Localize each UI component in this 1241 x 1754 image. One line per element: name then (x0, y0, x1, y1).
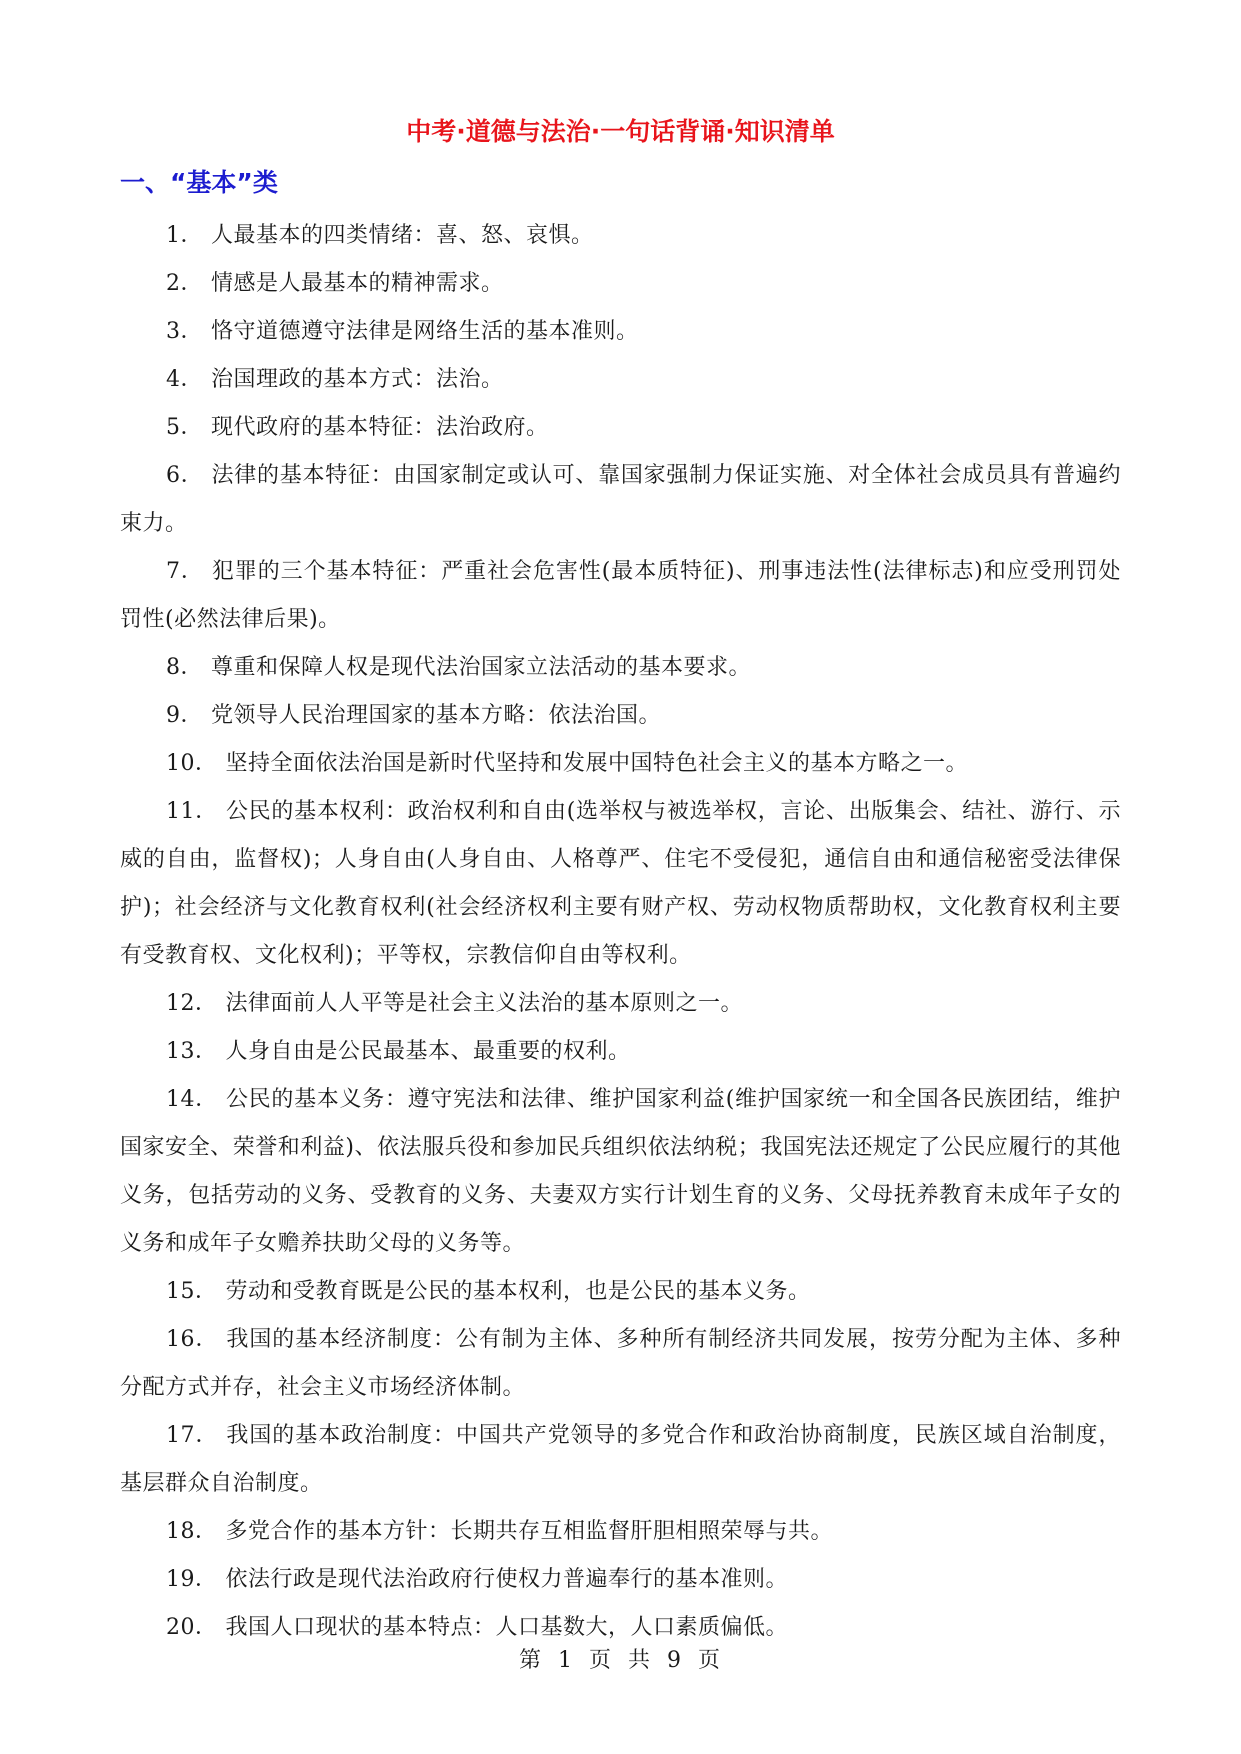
knowledge-list (120, 212, 1121, 1652)
item-number: 7． (166, 559, 204, 584)
item-text: 法律的基本特征：由国家制定或认可、靠国家强制力保证实施、对全体社会成员具有普遍约束力。 (120, 463, 1121, 536)
list-item (120, 404, 1121, 452)
item-number: 16． (166, 1327, 219, 1352)
list-item (120, 980, 1121, 1028)
item-text: 多党合作的基本方针：长期共存互相监督肝胆相照荣辱与共。 (225, 1519, 834, 1544)
item-text: 坚持全面依法治国是新时代坚持和发展中国特色社会主义的基本方略之一。 (225, 751, 969, 776)
item-text: 我国人口现状的基本特点：人口基数大，人口素质偏低。 (225, 1615, 789, 1640)
list-item (120, 1604, 1121, 1652)
list-item (120, 212, 1121, 260)
list-item (120, 308, 1121, 356)
item-text: 我国的基本经济制度：公有制为主体、多种所有制经济共同发展，按劳分配为主体、多种分配方式并存，社会主义市场经济体制。 (120, 1327, 1121, 1400)
item-number: 12． (166, 991, 218, 1016)
item-number: 10． (166, 751, 218, 776)
item-number: 14． (166, 1087, 218, 1112)
list-item (120, 1556, 1121, 1604)
item-number: 5． (166, 415, 203, 440)
item-number: 3． (166, 319, 203, 344)
list-item (120, 356, 1121, 404)
item-number: 2． (166, 271, 203, 296)
list-item (120, 644, 1121, 692)
item-text: 我国的基本政治制度：中国共产党领导的多党合作和政治协商制度，民族区域自治制度，基层群众自治制度。 (120, 1423, 1121, 1496)
item-number: 8． (166, 655, 203, 680)
list-item (120, 692, 1121, 740)
item-number: 1． (166, 223, 203, 248)
document-title: 中考·道德与法治·一句话背诵·知识清单 (406, 117, 835, 146)
item-number: 11． (166, 799, 218, 824)
list-item (120, 1076, 1121, 1268)
item-number: 4． (166, 367, 203, 392)
item-text: 人身自由是公民最基本、最重要的权利。 (225, 1039, 631, 1064)
item-text: 劳动和受教育既是公民的基本权利，也是公民的基本义务。 (225, 1279, 811, 1304)
item-number: 20． (166, 1615, 218, 1640)
item-number: 17． (166, 1423, 219, 1448)
item-text: 依法行政是现代法治政府行使权力普遍奉行的基本准则。 (225, 1567, 789, 1592)
item-text: 公民的基本义务：遵守宪法和法律、维护国家利益(维护国家统一和全国各民族团结，维护国家安全、荣誉和利益)、依法服兵役和参加民兵组织依法纳税；我国宪法还规定了公民应履行的其他义务，包括劳动的义务、受教育的义务、夫妻双方实行计划生育的义务、父母抚养教育未成年子女的义务和成年子女赡养扶助父母的义务等。 (120, 1087, 1121, 1256)
list-item (120, 788, 1121, 980)
item-number: 15． (166, 1279, 218, 1304)
section-heading: 一、“基本”类 (120, 168, 278, 197)
item-number: 6． (166, 463, 204, 488)
page-footer: 第 1 页 共 9 页 (519, 1648, 722, 1673)
list-item (120, 548, 1121, 644)
item-text: 法律面前人人平等是社会主义法治的基本原则之一。 (225, 991, 744, 1016)
item-text: 情感是人最基本的精神需求。 (211, 271, 504, 296)
item-text: 恪守道德遵守法律是网络生活的基本准则。 (211, 319, 639, 344)
item-text: 人最基本的四类情绪：喜、怒、哀惧。 (211, 223, 594, 248)
item-number: 19． (166, 1567, 218, 1592)
item-number: 9． (166, 703, 203, 728)
list-item (120, 452, 1121, 548)
item-text: 现代政府的基本特征：法治政府。 (211, 415, 549, 440)
list-item (120, 260, 1121, 308)
list-item (120, 740, 1121, 788)
item-number: 18． (166, 1519, 218, 1544)
list-item (120, 1508, 1121, 1556)
item-text: 党领导人民治理国家的基本方略：依法治国。 (211, 703, 662, 728)
list-item (120, 1268, 1121, 1316)
list-item (120, 1412, 1121, 1508)
list-item (120, 1028, 1121, 1076)
item-text: 尊重和保障人权是现代法治国家立法活动的基本要求。 (211, 655, 752, 680)
list-item (120, 1316, 1121, 1412)
item-text: 治国理政的基本方式：法治。 (211, 367, 504, 392)
item-number: 13． (166, 1039, 218, 1064)
item-text: 犯罪的三个基本特征：严重社会危害性(最本质特征)、刑事违法性(法律标志)和应受刑罚处罚性(必然法律后果)。 (120, 559, 1121, 632)
item-text: 公民的基本权利：政治权利和自由(选举权与被选举权，言论、出版集会、结社、游行、示威的自由，监督权)；人身自由(人身自由、人格尊严、住宅不受侵犯，通信自由和通信秘密受法律保护)；社会经济与文化教育权利(社会经济权利主要有财产权、劳动权物质帮助权，文化教育权利主要有受教育权、文化权利)；平等权，宗教信仰自由等权利。 (120, 799, 1121, 968)
